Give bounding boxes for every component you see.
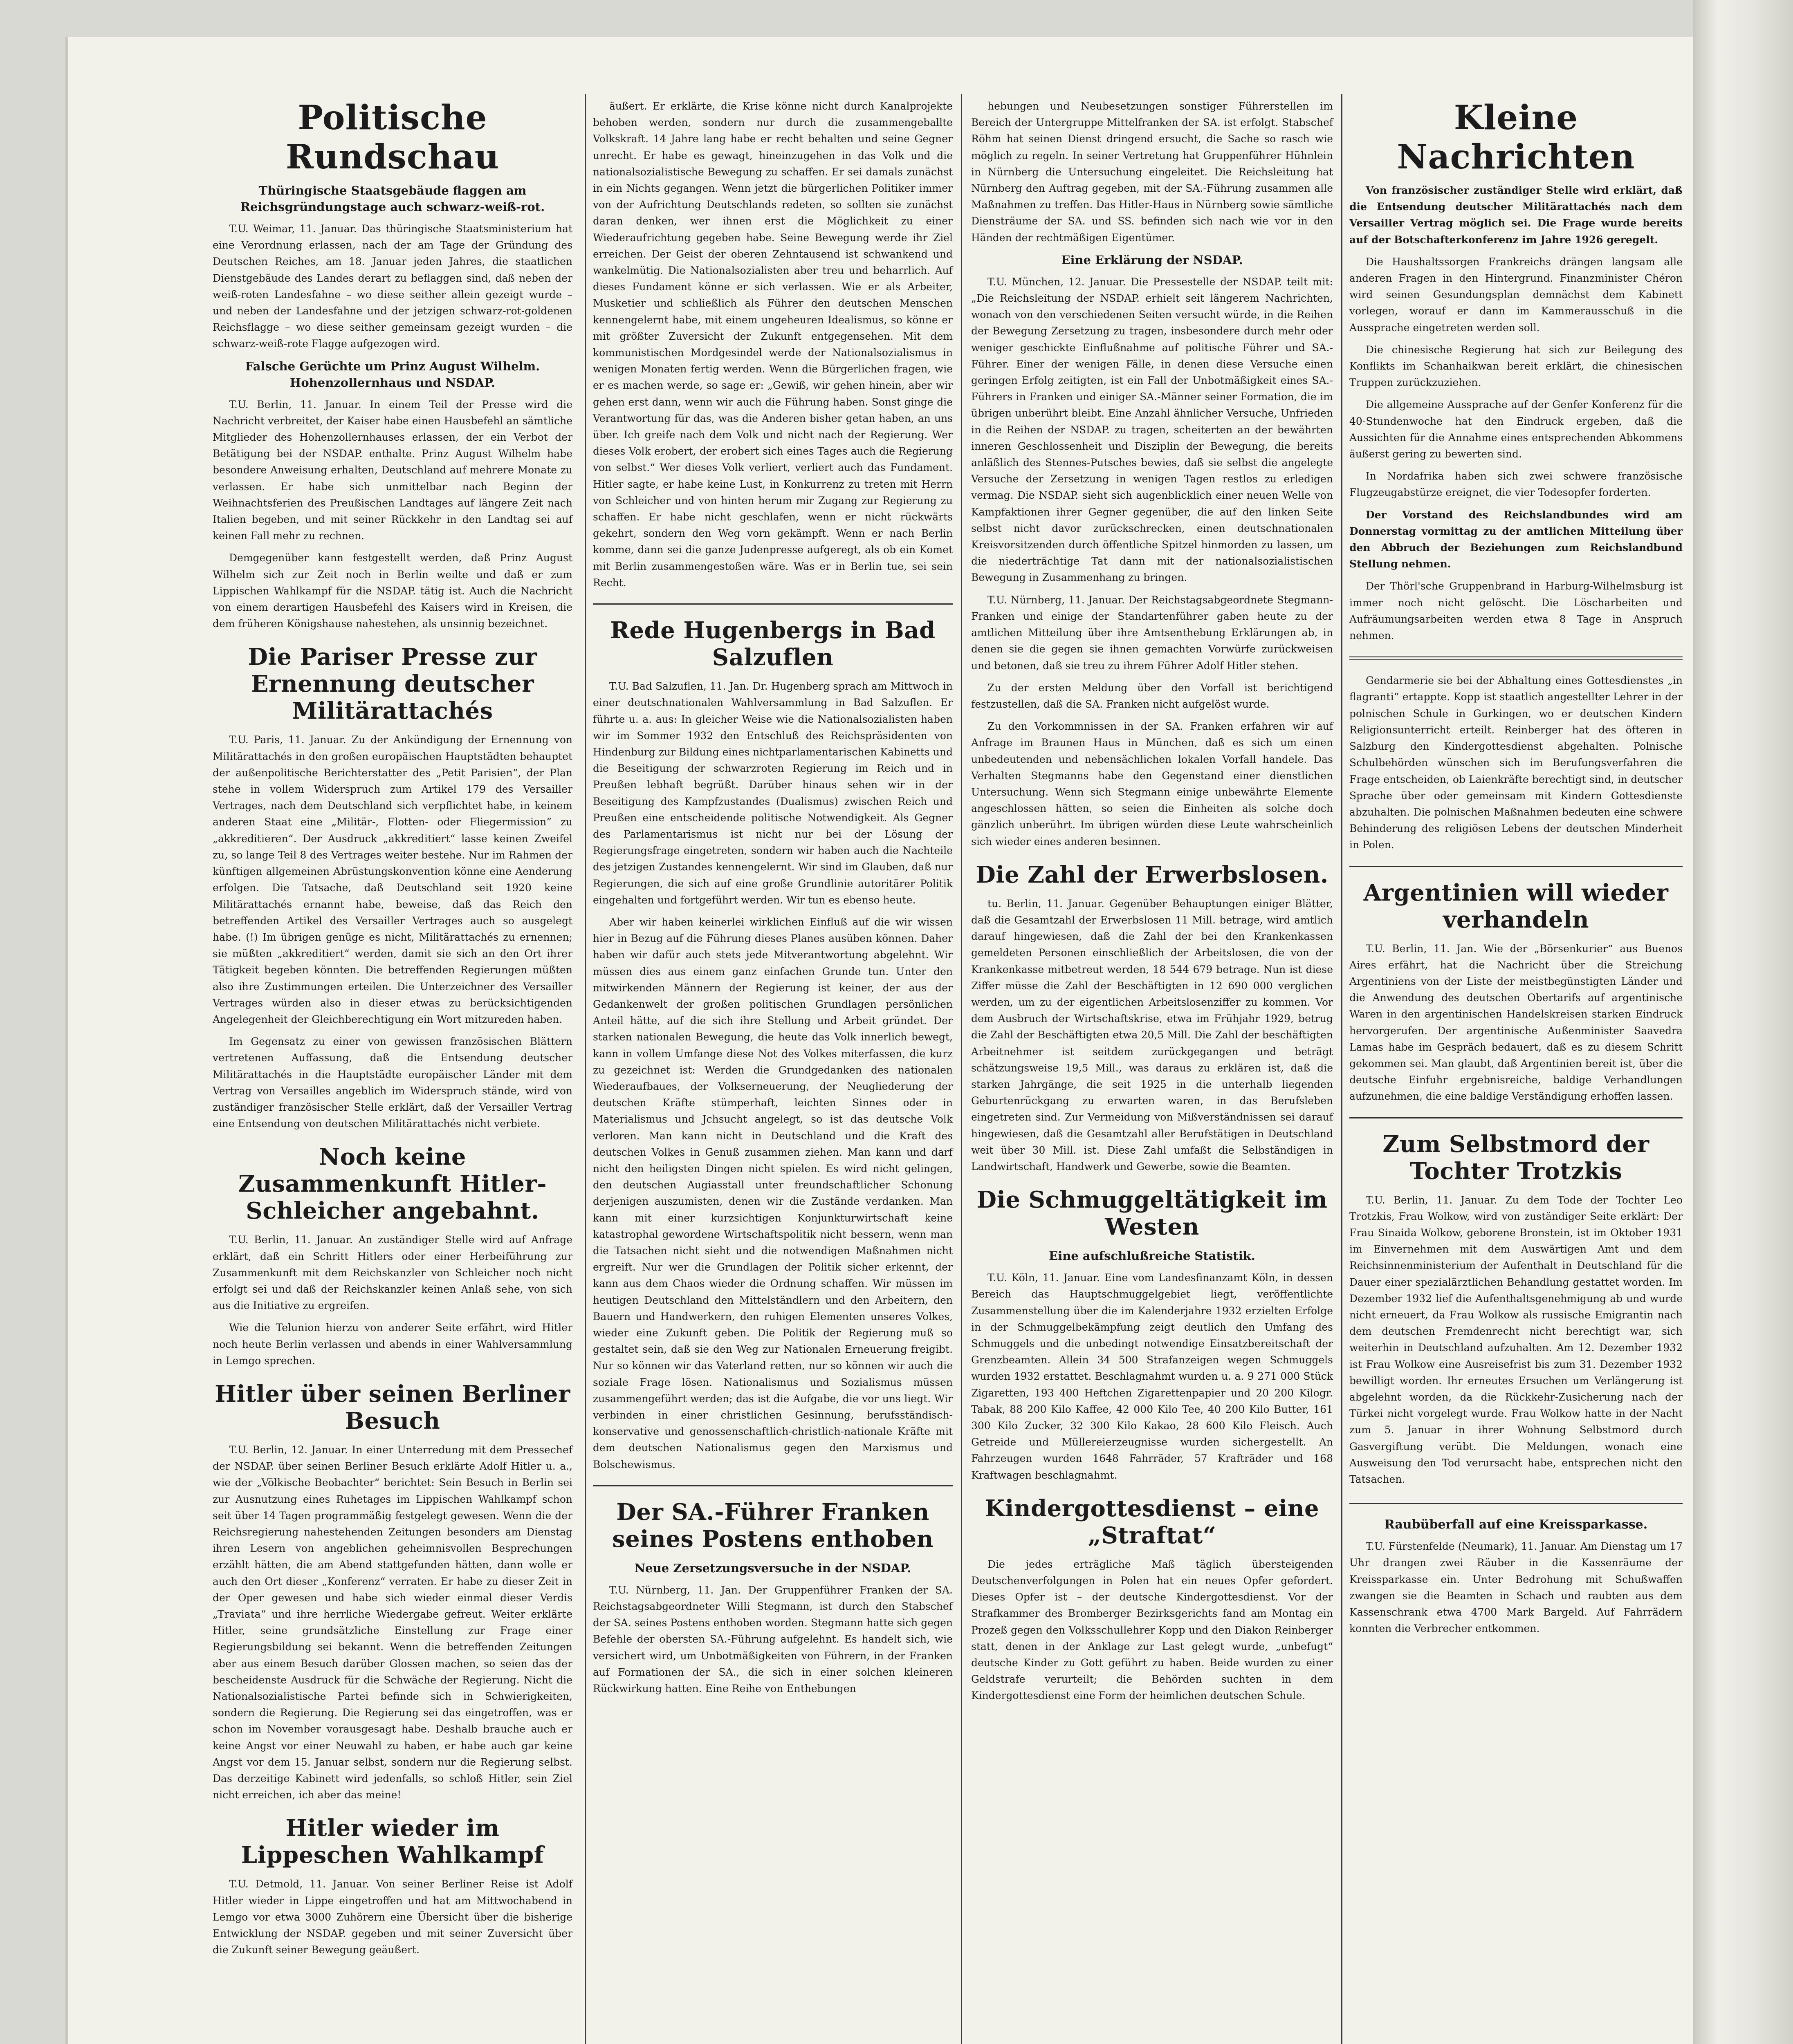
article-headline: Raubüberfall auf eine Kreissparkasse. — [1384, 1517, 1648, 1532]
article-divider — [1349, 866, 1683, 867]
article-body: Zu der ersten Meldung über den Vorfall ist berichtigend festzustellen, daß die SA. Franken nicht aufgelöst wurde. — [971, 681, 1333, 710]
column-rule — [1341, 94, 1342, 2044]
column-rule — [961, 94, 962, 2044]
news-item: Der Thörl'sche Gruppenbrand in Harburg-Wilhelmsburg ist immer noch nicht gelöscht. Die Löscharbeiten und Aufräumungsarbeiten werden etwa 8 Tage in Anspruch nehmen. — [1349, 580, 1683, 642]
article-body: T.U. Berlin, 11. Jan. Wie der „Börsenkurier“ aus Buenos Aires erfährt, hat die Nachricht über die Streichung Argentiniens von der Liste der meistbegünstigten Länder und die Anwendung des deutschen Obertarifs auf argentinische Waren in den argentinischen Handelskreisen starken Eindruck hervorgerufen. Der argentinische Außenminister Saavedra Lamas habe im Gespräch bedauert, daß es zu diesem Schritt gekommen sei. Man glaubt, daß Argentinien bereit ist, über die deutsche Einfuhr ergebnisreiche, baldige Verhandlungen aufzunehmen, die eine baldige Verständigung erhoffen lassen. — [1349, 942, 1683, 1103]
article-body: T.U. Bad Salzuflen, 11. Jan. Dr. Hugenberg sprach am Mittwoch in einer deutschnationalen Wahlversammlung in Bad Salzuflen. Er führte u. a. aus: In gleicher Weise wie die Nationalsozialisten haben wir im Sommer 1932 den Entschluß des Reichspräsidenten von Hindenburg zur Bildung eines nichtparlamentarischen Kabinetts und die Beseitigung der schwarzroten Regierung im Reich und in Preußen lebhaft begrüßt. Darüber hinaus sehen wir in der Beseitigung des Kampfzustandes (Dualismus) zwischen Reich und Preußen eine entscheidende politische Notwendigkeit. Als Gegner des Parlamentarismus ist nicht nur bei der Lösung der Regierungsfrage eingetreten, sondern wir haben auch die Nachteile des jetzigen Zustandes kennengelernt. Wir sind im Glauben, daß nur Regierungen, die sich auf eine große Grundlinie autoritärer Politik eingehalten und fortgeführt werden. Wir tun es ebenso heute. — [593, 680, 953, 906]
article-divider — [1349, 1500, 1683, 1504]
article-body: Wie die Telunion hierzu von anderer Seite erfährt, wird Hitler noch heute Berlin verlassen und abends in einer Wahlversammlung in Lemgo sprechen. — [213, 1322, 572, 1367]
news-item: Von französischer zuständiger Stelle wird erklärt, daß die Entsendung deutscher Militärattachés nach dem Versailler Vertrag möglich sei. Die Frage wurde bereits auf der Botschafterkonferenz im Jahre 1926 geregelt. — [1349, 184, 1683, 246]
article-body: Im Gegensatz zu einer von gewissen französischen Blättern vertretenen Auffassung, daß die Entsendung deutscher Militärattachés in die Hauptstädte europäischer Länder mit dem Vertrag von Versailles angeblich im Widerspruch stände, wird von zuständiger französischer Stelle erklärt, daß der Versailler Vertrag eine Entsendung von deutschen Militärattachés nicht verbiete. — [213, 1035, 572, 1130]
article-dek: Thüringische Staatsgebäude flaggen am Reichsgründungstage auch schwarz-weiß-rot. — [240, 184, 545, 214]
section-title-politische-rundschau: Politische Rundschau — [285, 98, 500, 177]
article-headline: Noch keine Zusammenkunft Hitler-Schleicher angebahnt. — [238, 1143, 547, 1225]
column-1 — [213, 82, 572, 1964]
article-body: Zu den Vorkommnissen in der SA. Franken erfahren wir auf Anfrage im Braunen Haus in München, daß es sich um einen unbedeutenden und nebensächlichen lokalen Vorfall handele. Das Verhalten Stegmanns habe den Gegenstand einer dienstlichen Untersuchung. Wenn sich Stegmann einige unbewährte Elemente angeschlossen hätten, so seien die Einheiten als solche doch gänzlich unberührt. Im übrigen würden diese Leute wahrscheinlich sich wieder eines anderen besinnen. — [971, 720, 1333, 847]
article-body: T.U. Detmold, 11. Januar. Von seiner Berliner Reise ist Adolf Hitler wieder in Lippe eingetroffen und hat am Mittwochabend in Lemgo vor etwa 3000 Zuhörern eine Übersicht über die bisherige Entwicklung der NSDAP. gegeben und mit seiner Zuversicht über die Zukunft seiner Bewegung geäußert. — [213, 1878, 572, 1956]
article-body: hebungen und Neubesetzungen sonstiger Führerstellen im Bereich der Untergruppe Mittelfranken der SA. ist erfolgt. Stabschef Röhm hat seinen Dienst dringend ersucht, die Sache so rasch wie möglich zu regeln. In seiner Vertretung hat Gruppenführer Hühnlein in Nürnberg die Untersuchung eingeleitet. Die Reichsleitung hat Nürnberg den Auftrag gegeben, mit der SA.-Führung zusammen alle Maßnahmen zu treffen. Das Hitler-Haus in Nürnberg sowie sämtliche Diensträume der SA. und SS. befinden sich nach wie vor in den Händen der rechtmäßigen Eigentümer. — [971, 100, 1333, 244]
article-body: äußert. Er erklärte, die Krise könne nicht durch Kanalprojekte behoben werden, sondern nur durch die zusammengeballte Volkskraft. 14 Jahre lang habe er recht behalten und seine Gegner unrecht. Er habe es gewagt, hineinzugehen in das Volk und die nationalsozialistische Bewegung zu schaffen. Er sei damals zunächst in ein Nichts gegangen. Wenn jetzt die bürgerlichen Politiker immer von der Aufrichtung Deutschlands redeten, so sollten sie zunächst daran denken, wer ihnen erst die Möglichkeit zu einer Wiederaufrichtung gegeben habe. Seine Bewegung werde ihr Ziel erreichen. Der Geist der oberen Zehntausend ist schwankend und wankelmütig. Die Nationalsozialisten aber treu und beharrlich. Auf dieses Fundament könne er sich verlassen. Wie er als Arbeiter, Musketier und schließlich als Führer den deutschen Menschen kennengelernt habe, mit einem ungeheuren Idealismus, so könne er mit größter Zuversicht der Zukunft entgegensehen. Mit dem kommunistischen Mordgesindel werde der Nationalsozialismus in wenigen Monaten fertig werden. Wenn die Bürgerlichen fragen, wie er es machen werde, so sage er: „Gewiß, wir gehen hinein, aber wir gehen erst dann, wenn wir auch die Führung haben. Sonst ginge die Verantwortung für das, was die Anderen bisher getan haben, an uns über. Ich greife nach dem Volk und nicht nach der Regierung. Wer dieses Volk erobert, der erobert sich eines Tages auch die Regierung von selbst.“ Wer dieses Volk verliert, verliert auch das Fundament. Hitler sagte, er habe keine Lust, in Konkurrenz zu treten mit Herrn von Schleicher und von hinten herum mir Zugang zur Regierung zu schaffen. Er habe nicht geschlafen, wenn er nicht rückwärts gekehrt, sondern den Weg vorn gekämpft. Wenn er nach Berlin komme, dann sei die ganze Judenpresse aufgeregt, als ob ein Komet mit Berlin zusammengestoßen wäre. Was er in Berlin tue, sei sein Recht. — [593, 100, 953, 589]
article-headline: Hitler über seinen Berliner Besuch — [215, 1380, 570, 1434]
article-body: T.U. Berlin, 12. Januar. In einer Unterredung mit dem Pressechef der NSDAP. über seinen Berliner Besuch erklärte Adolf Hitler u. a., wie der „Völkische Beobachter“ berichtet: Sein Besuch in Berlin sei zur Ausnutzung eines Ruhetages im Lippischen Wahlkampf schon seit über 14 Tagen programmäßig festgelegt gewesen. Wenn die der Reichsregierung nahestehenden Zeitungen besonders am Dienstag ihren Lesern von angeblichen geheimnisvollen Besprechungen erzählt hätten, die am Abend stattgefunden hätten, dann wolle er auch den Ort dieser „Konferenz“ verraten. Er habe zu dieser Zeit in der Oper gewesen und habe sich wieder einmal dieser Verdis „Traviata“ und ihre herrliche Wiedergabe gefreut. Weiter erklärte Hitler, seine grundsätzliche Einstellung zur Frage einer Regierungsbildung sei bekannt. Wenn die betreffenden Zeitungen aber aus einem Besuch darüber Glossen machen, so seien das der bescheidenste Ausdruck für die Schwäche der Regierung. Nicht die Nationalsozialistische Partei befinde sich in Schwierigkeiten, sondern die Regierung. Die Regierung sei das eingetroffen, was er schon im November vorausgesagt habe. Deshalb brauche auch er keine Angst vor einer Neuwahl zu haben, er habe auch gar keine Angst vor dem 15. Januar selbst, sondern nur die Regierung selbst. Das derzeitige Kabinett wird jedenfalls, so schloß Hitler, sein Ziel nicht erreichen, ich aber das meine! — [213, 1443, 572, 1801]
article-divider — [593, 1485, 953, 1486]
column-rule — [585, 94, 586, 2044]
article-dek: Falsche Gerüchte um Prinz August Wilhelm. Hohenzollernhaus und NSDAP. — [245, 359, 540, 390]
page-stack-edge — [1693, 0, 1793, 2044]
article-dek: Eine aufschlußreiche Statistik. — [1049, 1249, 1255, 1263]
article-body: T.U. Berlin, 11. Januar. Zu dem Tode der Tochter Leo Trotzkis, Frau Wolkow, wird von zuständiger Seite erklärt: Der Frau Sinaida Wolkow, geborene Bronstein, ist im Oktober 1931 im Einvernehmen mit dem Auswärtigen Amt und dem Reichsinnenministerium der Aufenthalt in Deutschland für die Dauer einer spezialärztlichen Behandlung gestattet worden. Im Dezember 1932 lief die Aufenthaltsgenehmigung ab und wurde nicht erneuert, da Frau Wolkow als russische Emigrantin nach dem deutschen Fremdenrecht nicht berechtigt war, sich weiterhin in Deutschland aufzuhalten. Am 12. Dezember 1932 ist Frau Wolkow eine Ausreisefrist bis zum 31. Dezember 1932 bewilligt worden. Ihr erneutes Ersuchen um Verlängerung ist abgelehnt worden, da die Rückkehr-Zusicherung nach der Türkei nicht vorgelegt wurde. Frau Wolkow hatte in der Nacht zum 5. Januar in ihrer Wohnung Selbstmord durch Gasvergiftung verübt. Die Meldungen, wonach eine Ausweisung den Tod verursacht habe, entsprechen nicht den Tatsachen. — [1349, 1194, 1683, 1485]
article-body: tu. Berlin, 11. Januar. Gegenüber Behauptungen einiger Blätter, daß die Gesamtzahl der Erwerbslosen 11 Mill. betrage, wird amtlich darauf hingewiesen, daß die Zahl der bei den Krankenkassen gemeldeten Personen einschließlich der Arbeitslosen, die von der Krankenkasse mitbetreut werden, 18 544 679 betrage. Nun ist diese Ziffer müsse die Zahl der Beschäftigten in 12 690 000 verglichen werden, um zu der eigentlichen Arbeitslosenziffer zu kommen. Vor dem Ausbruch der Wirtschaftskrise, etwa im Frühjahr 1929, betrug die Zahl der Beschäftigten etwa 20,5 Mill. Die Zahl der beschäftigten Arbeitnehmer ist seitdem zurückgegangen und beträgt schätzungsweise 19,5 Mill., was daraus zu erklären ist, daß die starken Jahrgänge, die seit 1925 in die unterhalb liegenden Geburtenrückgang zu erwarten waren, in das Berufsleben eingetreten sind. Zur Vermeidung von Mißverständnissen sei darauf hingewiesen, daß die Gesamtzahl aller Berufstätigen in Deutschland weit über 30 Mill. ist. Diese Zahl umfaßt die Selbständigen in Landwirtschaft, Handwerk und Gewerbe, sowie die Beamten. — [971, 897, 1333, 1172]
news-item: Die Haushaltssorgen Frankreichs drängen langsam alle anderen Fragen in den Hintergrund. Finanzminister Chéron wird seinen Gesundungsplan demnächst dem Kabinett vorlegen, worauf er dann im Kammerausschuß in die Aussprache eingetreten werden soll. — [1349, 256, 1683, 334]
article-headline: Rede Hugenbergs in Bad Salzuflen — [610, 617, 936, 671]
news-item: Die chinesische Regierung hat sich zur Beilegung des Konflikts im Schanhaikwan bereit erklärt, die chinesischen Truppen zurückzuziehen. — [1349, 343, 1683, 389]
news-item: In Nordafrika haben sich zwei schwere französische Flugzeugabstürze ereignet, die vier Todesopfer forderten. — [1349, 470, 1683, 499]
article-dek: Neue Zersetzungsversuche in der NSDAP. — [634, 1561, 911, 1575]
article-body: T.U. Nürnberg, 11. Januar. Der Reichstagsabgeordnete Stegmann-Franken und einige der Standartenführer gaben heute zu der amtlichen Mitteilung über ihre Amtsenthebung Erklärungen ab, in denen sie die gegen sie ihnen gemachten Vorwürfe zurückweisen und betonen, daß sie treu zu ihrem Führer Adolf Hitler stehen. — [971, 594, 1333, 672]
article-body: Gendarmerie sie bei der Abhaltung eines Gottesdienstes „in flagranti“ ertappte. Kopp ist staatlich angestellter Lehrer in der polnischen Schule in Gurkingen, wo er deutschen Kindern Religionsunterricht erteilt. Reinberger hat des öfteren in Salzburg den Kindergottesdienst abgehalten. Polnische Schulbehörden wünschen sich im Berufungsverfahren die Frage entscheiden, ob Laienkräfte berechtigt sind, in deutscher Sprache über oder gemeinsam mit Kindern Gottesdienste abzuhalten. Die polnischen Maßnahmen bedeuten eine schwere Behinderung des religiösen Lebens der deutschen Minderheit in Polen. — [1349, 675, 1683, 851]
article-headline: Die Zahl der Erwerbslosen. — [976, 861, 1328, 888]
column-2 — [593, 82, 953, 1703]
article-body: Aber wir haben keinerlei wirklichen Einfluß auf die wir wissen hier in Bezug auf die Führung dieses Planes ausüben können. Daher haben wir dafür auch stets jede Mitverantwortung abgelehnt. Wir müssen dies aus einem ganz einfachen Grunde tun. Unter den mitwirkenden Männern der Regierung ist keiner, der aus der Gedankenwelt der großen politischen Grundlagen persönlichen Anteil hätte, auf die sich ihre Stellung und Arbeit gründet. Der starken nationalen Bewegung, die heute das Volk innerlich bewegt, kann in vollem Umfange diese Not des Volkes miterfassen, die kurz zu gezeichnet ist: Werden die Grundgedanken des nationalen Wiederaufbaues, der Volkserneuerung, der Neugliederung der deutschen Kräfte stümperhaft, leichten Sinnes oder in Materialismus und Jchsucht angelegt, so ist das deutsche Volk verloren. Man kann nicht in Deutschland und die Kraft des deutschen Volkes in Genuß zusammen ziehen. Man kann und darf nicht den heiligsten Dingen nicht spielen. Es wird nicht gelingen, den deutschen Augiasstall unter freundschaftlicher Schonung derjenigen auszumisten, denen wir die Zustände verdanken. Man kann mit einer kurzsichtigen Konjunkturwirtschaft keine katastrophal gewordene Wirtschaftspolitik nicht bessern, wenn man die Tatsachen nicht sieht und die notwendigen Maßnahmen nicht ergreift. Nur wer die Grundlagen der Politik sicher erkennt, der kann aus dem Chaos wieder die Ordnung schaffen. Wir müssen im heutigen Deutschland den Mittelständlern und den Arbeitern, den Bauern und Handwerkern, den ruhigen Elementen unseres Volkes, wieder eine Zukunft geben. Die Politik der Regierung muß so gestaltet sein, daß sie den Weg zur Nationalen Erneuerung freigibt. Nur so können wir das Vaterland retten, nur so können wir auch die soziale Frage lösen. Nationalismus und Sozialismus müssen zusammengeführt werden; das ist die Aufgabe, die vor uns liegt. Wir verbinden in einer christlichen Gesinnung, berufsständisch-konservative und genossenschaftlich-christlich-nationale Kräfte mit dem deutschen Nationalismus gegen den Marxismus und Bolschewismus. — [593, 916, 953, 1470]
article-headline: Kindergottesdienst – eine „Straftat“ — [985, 1495, 1320, 1549]
article-headline: Argentinien will wieder verhandeln — [1363, 879, 1669, 933]
news-item: Die allgemeine Aussprache auf der Genfer Konferenz für die 40-Stundenwoche hat den Eindruck ergeben, daß die Aussichten für die Annahme eines entsprechenden Abkommens äußerst gering zu bewerten sind. — [1349, 399, 1683, 460]
article-headline: Zum Selbstmord der Tochter Trotzkis — [1382, 1130, 1649, 1185]
article-body: T.U. Berlin, 11. Januar. In einem Teil der Presse wird die Nachricht verbreitet, der Kaiser habe einen Hausbefehl an sämtliche Mitglieder des Hohenzollernhauses erlassen, der ein Verbot der Betätigung bei der NSDAP. enthalte. Prinz August Wilhelm habe besondere Anweisung erhalten, Deutschland auf mehrere Monate zu verlassen. Er habe sich unmittelbar nach Beginn der Weihnachtsferien des Preußischen Landtages auf längere Zeit nach Italien begeben, und mit seiner Rückkehr in den Landtag sei auf keinen Fall mehr zu rechnen. — [213, 398, 572, 542]
article-headline: Die Pariser Presse zur Ernennung deutscher Militärattachés — [248, 643, 537, 725]
article-divider — [1349, 1117, 1683, 1118]
column-4 — [1349, 82, 1683, 1643]
article-body: T.U. Weimar, 11. Januar. Das thüringische Staatsministerium hat eine Verordnung erlassen, nach der am Tage der Gründung des Deutschen Reiches, am 18. Januar jeden Jahres, die staatlichen Dienstgebäude des Landes derart zu beflaggen sind, daß neben der weiß-roten Landesfahne – wo diese seither allein gezeigt wurde – und neben der Landesfahne und der jetzigen schwarz-rot-goldenen Reichsflagge – wo diese seither gemeinsam gezeigt wurden – die schwarz-weiß-rote Flagge aufgezogen wird. — [213, 223, 572, 350]
article-headline: Hitler wieder im Lippeschen Wahlkampf — [241, 1815, 544, 1869]
article-body: T.U. Nürnberg, 11. Jan. Der Gruppenführer Franken der SA. Reichstagsabgeordneter Willi Stegmann, ist durch den Stabschef der SA. seines Postens enthoben worden. Stegmann hatte sich gegen Befehle der obersten SA.-Führung aufgelehnt. Es handelt sich, wie versichert wird, um Unbotmäßigkeiten von Führern, in der Franken auf Formationen der SA., die sich in einer solchen kleineren Rückwirkung hatten. Eine Reihe von Enthebungen — [593, 1584, 953, 1695]
article-body: T.U. Paris, 11. Januar. Zu der Ankündigung der Ernennung von Militärattachés in den großen europäischen Hauptstädten behauptet der außenpolitische Berichterstatter des „Petit Parisien“, der Plan stehe in vollem Widerspruch zum Artikel 179 des Versailler Vertrages, nach dem Deutschland sich verpflichtet habe, in keinem anderen Staat eine „Militär-, Flotten- oder Fliegermission“ zu „akkreditieren“. Der Ausdruck „akkreditiert“ lasse keinen Zweifel zu, so lange Teil 8 des Vertrages weiter bestehe. Nur im Rahmen der künftigen allgemeinen Abrüstungskonvention könne eine Aenderung erfolgen. Die Tatsache, daß Deutschland seit 1920 keine Militärattachés ernannt habe, beweise, daß das Reich den betreffenden Artikel des Versailler Vertrages auch so ausgelegt habe. (!) Im übrigen genüge es nicht, Militärattachés zu ernennen; sie müßten „akkreditiert“ werden, damit sie sich an den Ort ihrer Tätigkeit begeben könnten. Die betreffenden Regierungen müßten also ihre Zustimmungen erteilen. Die Unterzeichner des Versailler Vertrages würden also in dieser etwas zu berücksichtigenden Angelegenheit der Gleichberechtigung ein Wort mitzureden haben. — [213, 734, 572, 1025]
article-dek: Eine Erklärung der NSDAP. — [1061, 253, 1243, 267]
article-body: Die jedes erträgliche Maß täglich übersteigenden Deutschenverfolgungen in Polen hat ein neues Opfer gefordert. Dieses Opfer ist – der deutsche Kindergottesdienst. Vor der Strafkammer des Bromberger Bezirksgerichts fand am Montag ein Prozeß gegen den Volksschullehrer Kopp und den Diakon Reinberger statt, denen in der Anklage zur Last gelegt wurde, „unbefugt“ deutsche Kinder zu Gott geführt zu haben. Beide wurden zu einer Geldstrafe verurteilt; die Behörden suchten in dem Kindergottesdienst eine Form der heimlichen deutschen Schule. — [971, 1558, 1333, 1702]
section-title-kleine-nachrichten: Kleine Nachrichten — [1397, 98, 1635, 177]
article-divider — [1349, 656, 1683, 660]
article-headline: Der SA.-Führer Franken seines Postens enthoben — [612, 1498, 934, 1553]
article-body: T.U. Fürstenfelde (Neumark), 11. Januar. Am Dienstag um 17 Uhr drangen zwei Räuber in die Kassenräume der Kreissparkasse ein. Unter Bedrohung mit Schußwaffen zwangen sie die Beamten in Schach und raubten aus dem Kassenschrank etwa 4700 Mark Bargeld. Auf Fahrrädern konnten die Verbrecher entkommen. — [1349, 1540, 1683, 1635]
article-body: T.U. Berlin, 11. Januar. An zuständiger Stelle wird auf Anfrage erklärt, daß ein Schritt Hitlers oder einer Herbeiführung zur Zusammenkunft mit dem Reichskanzler von Schleicher noch nicht erfolgt sei und daß der Reichskanzler keinen Anlaß sehe, von sich aus die Initiative zu ergreifen. — [213, 1234, 572, 1312]
column-3 — [971, 82, 1333, 1710]
news-item: Der Vorstand des Reichslandbundes wird am Donnerstag vormittag zu der amtlichen Mitteilung über den Abbruch der Beziehungen zum Reichslandbund Stellung nehmen. — [1349, 509, 1683, 570]
article-body: T.U. München, 12. Januar. Die Pressestelle der NSDAP. teilt mit: „Die Reichsleitung der NSDAP. erhielt seit längerem Nachrichten, wonach von den verschiedenen Seiten versucht würde, in die Reihen der Bewegung Zersetzung zu tragen, insbesondere durch mehr oder weniger geschickte Einflußnahme auf politische Führer und SA.-Führer. Einer der wenigen Fälle, in denen diese Versuche einen geringen Erfolg zeitigten, ist ein Fall der Unbotmäßigkeit eines SA.-Führers in Franken und einiger SA.-Männer seiner Formation, die im übrigen unberührt bleibt. Eine Anzahl ähnlicher Versuche, Unfrieden in die Reihen der NSDAP. zu tragen, scheiterten an der bewährten inneren Geschlossenheit und Disziplin der Bewegung, die bereits anläßlich des Stennes-Putsches bewies, daß sie selbst die angelegte Versuche der Zersetzung in wenigen Tagen restlos zu erledigen vermag. Die NSDAP. sieht sich augenblicklich einer neuen Welle von Kampfaktionen ihrer Gegner gegenüber, die auf den linken Seite selbst nicht davor zurückschrecken, einen deutschnationalen Kreisvorsitzenden durch öffentliche Spitzel hinmorden zu lassen, um die niederträchtige Tat dann mit der nationalsozialistischen Bewegung in Zusammenhang zu bringen. — [971, 276, 1333, 584]
article-body: Demgegenüber kann festgestellt werden, daß Prinz August Wilhelm sich zur Zeit noch in Berlin weilte und daß er zum Lippischen Wahlkampf für die NSDAP. tätig ist. Auch die Nachricht von einem derartigen Hausbefehl des Kaisers wird in Kreisen, die dem früheren Königshause nahestehen, als unsinnig bezeichnet. — [213, 552, 572, 630]
article-divider — [593, 603, 953, 605]
article-body: T.U. Köln, 11. Januar. Eine vom Landesfinanzamt Köln, in dessen Bereich das Hauptschmuggelgebiet liegt, veröffentlichte Zusammenstellung über die im Kalenderjahre 1932 erzielten Erfolge in der Schmuggelbekämpfung zeigt deutlich den Umfang des Schmuggels und die unbedingt notwendige Einsatzbereitschaft der Grenzbeamten. Allein 34 500 Strafanzeigen wegen Schmuggels wurden 1932 erstattet. Beschlagnahmt wurden u. a. 9 271 000 Stück Zigaretten, 193 400 Heftchen Zigarettenpapier und 20 200 Kilogr. Tabak, 88 200 Kilo Kaffee, 42 000 Kilo Tee, 40 200 Kilo Butter, 161 300 Kilo Zucker, 32 300 Kilo Kakao, 28 600 Kilo Fleisch. Auch Getreide und Müllereierzeugnisse wurden sichergestellt. An Fahrzeugen wurden 1648 Fahrräder, 57 Krafträder und 168 Kraftwagen beschlagnahmt. — [971, 1272, 1333, 1481]
article-headline: Die Schmuggeltätigkeit im Westen — [976, 1186, 1328, 1241]
